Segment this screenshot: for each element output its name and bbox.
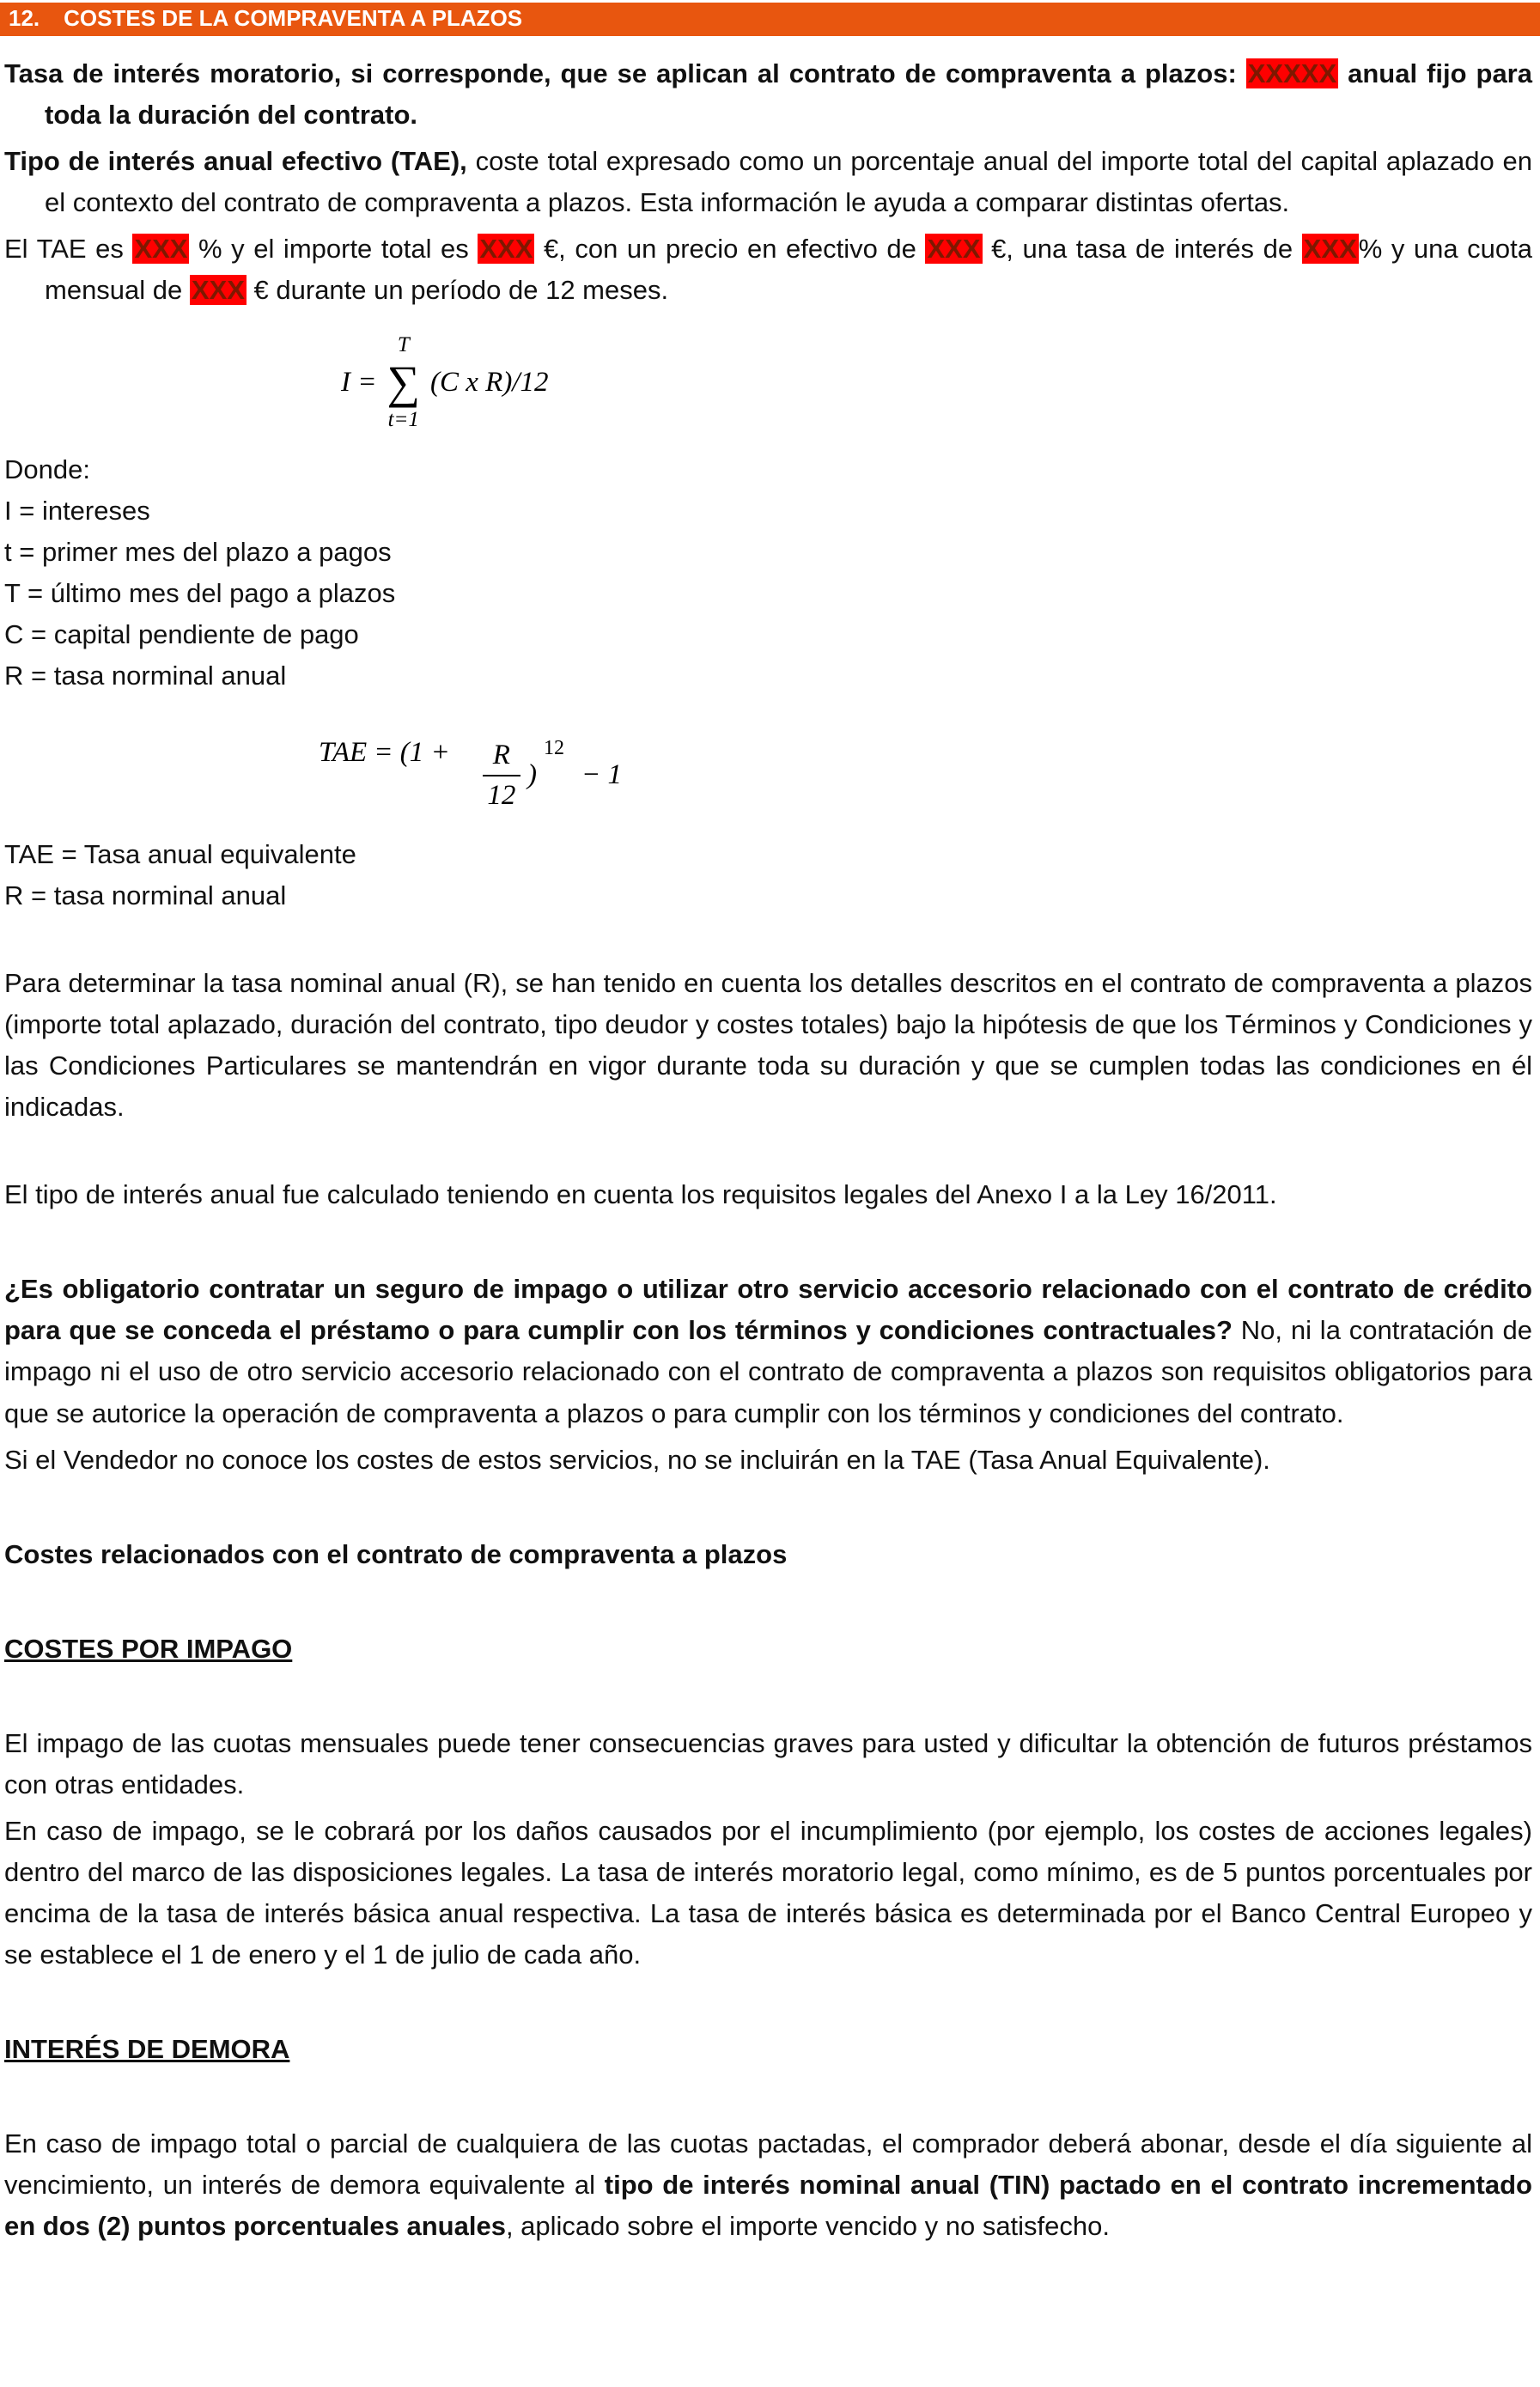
text-run: € durante un período de 12 meses. [246, 274, 669, 305]
paragraph-anexo-ley: El tipo de interés anual fue calculado teniendo en cuenta los requisitos legales del Anexo I a la Ley 16/2011. [4, 1179, 1277, 1210]
formula-tail: − 1 [581, 759, 622, 791]
text-run: , aplicado sobre el importe vencido y no satisfecho. [505, 2211, 1111, 2242]
text-run: Tasa de interés moratorio, si corresponde, que se aplican al contrato de compraventa a plazos: [4, 58, 1246, 88]
text-run-bold: Tipo de interés anual efectivo (TAE), [4, 145, 467, 176]
definition-item: T = último mes del pago a plazos [4, 577, 396, 608]
heading-interes-demora: INTERÉS DE DEMORA [4, 2034, 290, 2064]
formula-lhs: TAE [319, 737, 368, 769]
paragraph-tasa-moratorio [4, 53, 1532, 136]
heading-costes-por-impago: COSTES POR IMPAGO [4, 1633, 293, 1664]
text-run-bold: tipo de interés nominal anual (TIN) pactado en el contrato incrementado en dos (2) puntos porcentuales anuales [4, 2170, 1532, 2242]
sigma-stack [387, 333, 421, 432]
section-number: 12. [9, 5, 40, 31]
paragraph-seguro-impago [4, 1269, 1532, 1434]
formula-rhs: (C x R)/12 [430, 366, 549, 398]
text-run: % y el importe total es [189, 233, 478, 264]
placeholder-importe-total: XXX [479, 233, 533, 264]
formula-lhs: I = [341, 366, 377, 398]
definitions-title: Donde: [4, 454, 90, 484]
sigma-symbol: ∑ [387, 356, 421, 409]
definition-item: C = capital pendiente de pago [4, 618, 359, 649]
placeholder-tasa-moratorio: XXXXX [1247, 58, 1337, 88]
document-content [0, 36, 1540, 2248]
text-run: anual fijo para toda la duración del contrato. [45, 58, 1532, 130]
definition-item: I = intereses [4, 495, 150, 526]
formula-tae [319, 731, 1532, 820]
heading-costes-relacionados: Costes relacionados con el contrato de compraventa a plazos [4, 1538, 788, 1569]
text-run: No, ni la contratación de impago ni el uso de otro servicio accesorio relacionado con el contrato de compraventa a plazos son requisitos obligatorios para que se autorice la operación de compraventa a plazos o para cumplir con los términos y condiciones del contrato. [4, 1315, 1532, 1428]
paragraph-tasa-nominal: Para determinar la tasa nominal anual (R), se han tenido en cuenta los detalles descritos en el contrato de compraventa a plazos (importe total aplazado, duración del contrato, tipo deudor y costes totales) bajo la hipótesis de que los Términos y Condiciones y las Condiciones Particulares se mantendrán en vigor durante toda su duración y que se cumplen todas las condiciones en él indicadas. [4, 968, 1532, 1123]
formula-intereses [341, 333, 1532, 432]
paragraph-impago-consecuencias: El impago de las cuotas mensuales puede tener consecuencias graves para usted y dificultar la obtención de futuros préstamos con otras entidades. [4, 1727, 1532, 1799]
text-run-bold: ¿Es obligatorio contratar un seguro de impago o utilizar otro servicio accesorio relacionado con el contrato de crédito para que se conceda el préstamo o para cumplir con los términos y condiciones contractuales? [4, 1274, 1532, 1346]
sigma-upper-limit: T [397, 332, 410, 356]
formula-exponent: 12 [543, 737, 564, 760]
fraction-numerator: R [483, 738, 520, 776]
definition-item: TAE = Tasa anual equivalente [4, 839, 356, 870]
section-title: COSTES DE LA COMPRAVENTA A PLAZOS [64, 5, 523, 31]
placeholder-precio-efectivo: XXX [927, 233, 981, 264]
definitions-donde [4, 449, 1532, 697]
paragraph-tae-definicion [4, 141, 1532, 223]
formula-open: = (1 + [374, 737, 450, 769]
text-run: El TAE es [4, 233, 133, 264]
formula-close-paren: ) [527, 759, 537, 791]
definition-item: R = tasa norminal anual [4, 661, 287, 691]
paragraph-vendedor-costes: Si el Vendedor no conoce los costes de estos servicios, no se incluirán en la TAE (Tasa Anual Equivalente). [4, 1444, 1270, 1475]
document-page [0, 3, 1540, 2387]
section-header-bar [0, 3, 1540, 36]
text-run: % y una cuota mensual de [45, 233, 1533, 305]
paragraph-impago-cobro: En caso de impago, se le cobrará por los daños causados por el incumplimiento (por ejemplo, los costes de acciones legales) dentro del marco de las disposiciones legales. La tasa de interés moratorio legal, como mínimo, es de 5 puntos porcentuales por encima de la tasa de interés básica anual respectiva. La tasa de interés básica es determinada por el Banco Central Europeo y se establece el 1 de enero y el 1 de julio de cada año. [4, 1815, 1532, 1970]
definition-item: R = tasa norminal anual [4, 880, 287, 911]
text-run: En caso de impago total o parcial de cualquiera de las cuotas pactadas, el comprador deberá abonar, desde el día siguiente al vencimiento, un interés de demora equivalente al [4, 2128, 1532, 2201]
definition-item: t = primer mes del plazo a pagos [4, 536, 392, 567]
paragraph-tae-valores [4, 228, 1532, 311]
placeholder-cuota-mensual: XXX [191, 274, 245, 305]
sigma-lower-limit: t=1 [387, 408, 419, 432]
definitions-tae [4, 834, 1532, 916]
fraction-denominator: 12 [487, 780, 516, 812]
text-run: €, una tasa de interés de [982, 233, 1302, 264]
placeholder-tae: XXX [134, 233, 188, 264]
text-run: €, con un precio en efectivo de [534, 233, 926, 264]
placeholder-tasa-interes: XXX [1303, 233, 1357, 264]
text-run: coste total expresado como un porcentaje anual del importe total del capital aplazado en el contexto del contrato de compraventa a plazos. Esta información le ayuda a comparar distintas ofertas. [45, 145, 1533, 217]
paragraph-interes-demora [4, 2123, 1532, 2247]
fraction [483, 738, 520, 814]
